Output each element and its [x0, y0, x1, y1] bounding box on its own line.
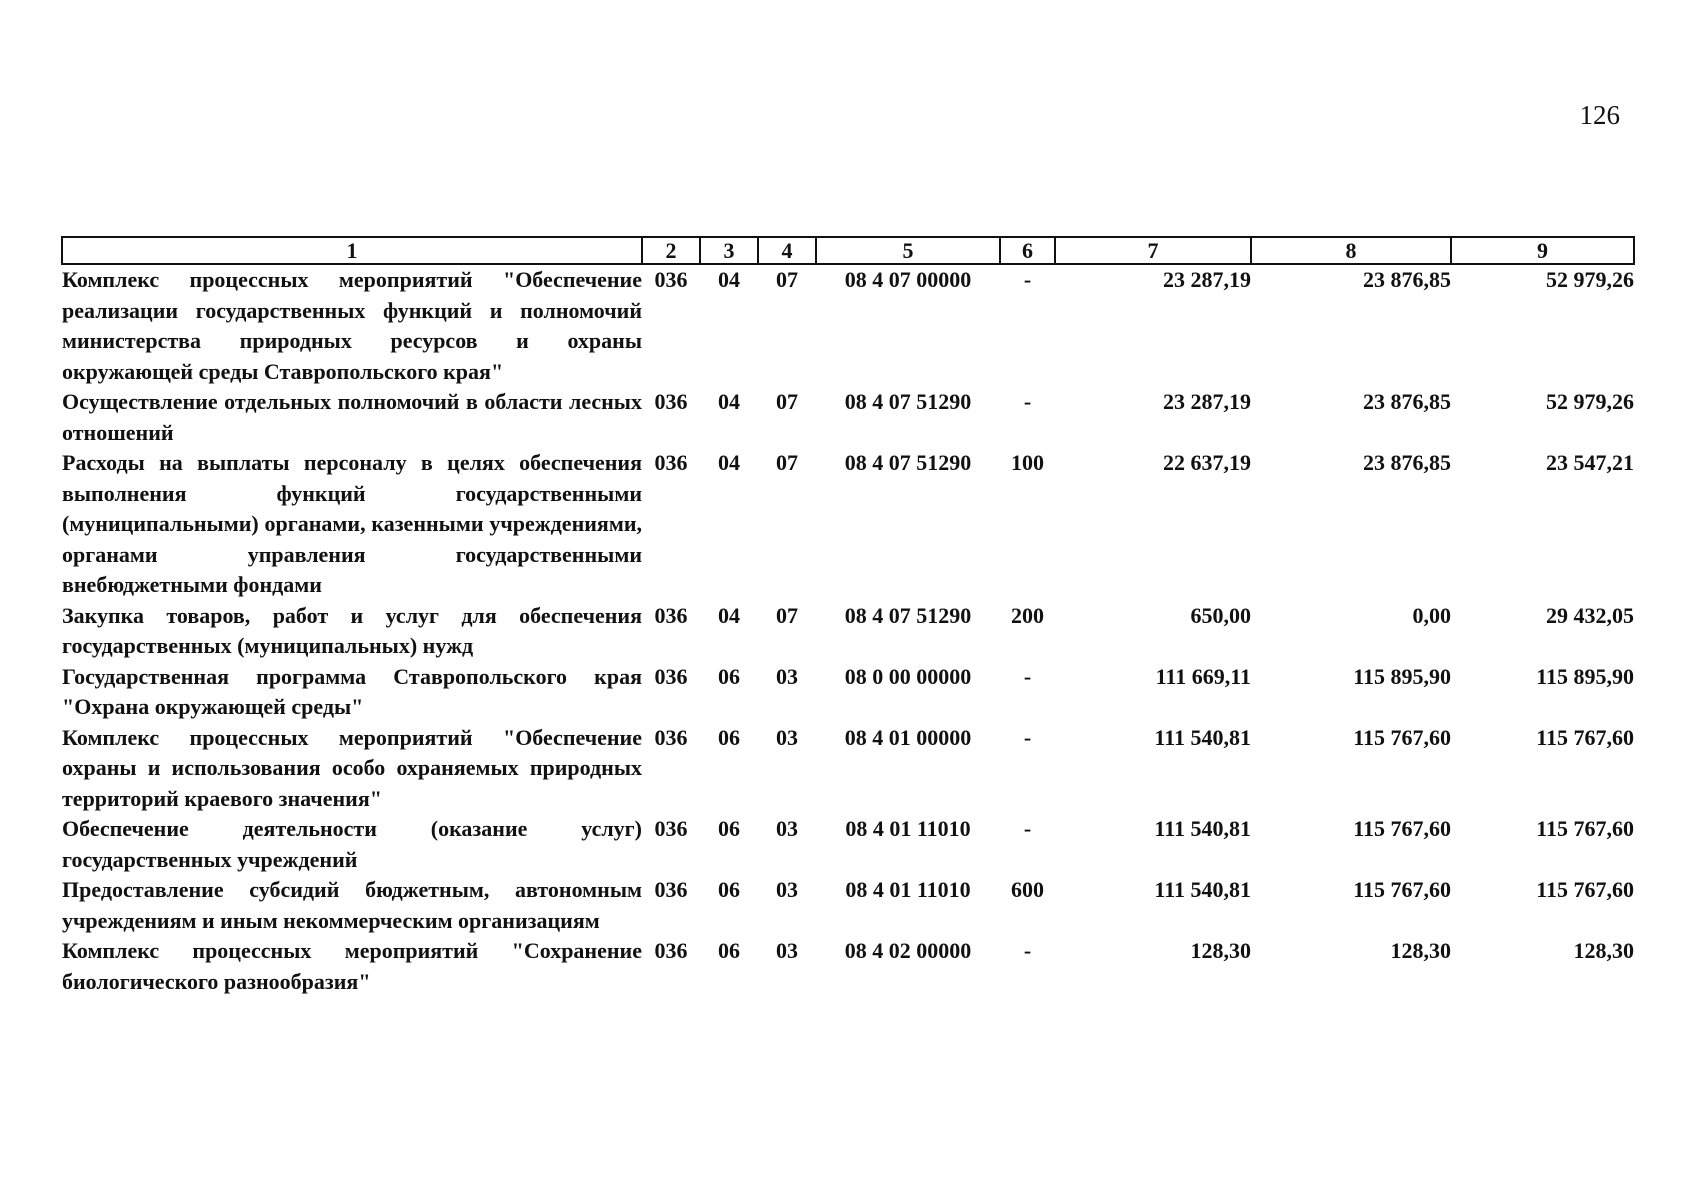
table-header — [62, 237, 1634, 264]
column-header-8: 8 — [1251, 237, 1451, 264]
cell-section: 04 — [718, 602, 740, 628]
cell-amount-7: 111 540,81 — [1154, 877, 1251, 902]
cell-amount-9: 115 895,90 — [1536, 663, 1634, 689]
cell-expense-type: - — [1023, 663, 1032, 689]
cell-subsection: 07 — [776, 450, 798, 475]
cell-amount-7: 22 637,19 — [1163, 450, 1251, 475]
cell-target-article: 08 4 01 00000 — [844, 724, 972, 750]
cell-amount-8: 23 876,85 — [1363, 389, 1451, 414]
cell-amount-9: 128,30 — [1573, 938, 1634, 963]
cell-admin-code: 036 — [654, 267, 688, 292]
cell-subsection: 07 — [776, 267, 798, 292]
cell-target-article: 08 4 01 11010 — [845, 877, 971, 902]
cell-admin-code: 036 — [654, 389, 688, 414]
cell-amount-8: 115 767,60 — [1353, 816, 1451, 841]
cell-expense-type: - — [1023, 267, 1032, 292]
cell-section: 04 — [718, 267, 740, 292]
table-row — [62, 264, 1634, 387]
cell-expense-type: - — [1023, 389, 1032, 414]
cell-admin-code: 036 — [654, 602, 688, 628]
cell-subsection: 03 — [776, 816, 798, 841]
cell-expense-type: 100 — [1011, 450, 1044, 475]
cell-section: 06 — [718, 663, 740, 689]
table-body — [62, 264, 1634, 997]
cell-expense-type: - — [1023, 816, 1032, 841]
budget-table — [61, 236, 1635, 997]
table-row — [62, 448, 1634, 601]
page-number: 126 — [1579, 100, 1620, 130]
cell-amount-9: 29 432,05 — [1546, 602, 1634, 628]
cell-amount-7: 23 287,19 — [1163, 267, 1251, 292]
row-name: Расходы на выплаты персоналу в целях обеспечения выполнения функций государственными (муниципальными) органами, казенными учреждениями, органами управления государственными внебюджетными фондами — [62, 450, 642, 597]
row-name: Обеспечение деятельности (оказание услуг) государственных учреждений — [62, 816, 642, 872]
cell-amount-7: 111 669,11 — [1155, 663, 1251, 689]
column-header-4: 4 — [758, 237, 816, 264]
header-row — [62, 237, 1634, 264]
cell-target-article: 08 0 00 00000 — [844, 663, 972, 689]
cell-amount-7: 650,00 — [1190, 602, 1251, 628]
row-name: Комплекс процессных мероприятий "Обеспечение реализации государственных функций и полномочий министерства природных ресурсов и охраны окружающей среды Ставропольского края" — [62, 267, 642, 384]
table-row — [62, 936, 1634, 997]
cell-admin-code: 036 — [654, 877, 688, 902]
table-row — [62, 662, 1634, 723]
cell-amount-9: 115 767,60 — [1536, 816, 1634, 841]
cell-admin-code: 036 — [654, 938, 688, 963]
cell-admin-code: 036 — [654, 450, 688, 475]
cell-section: 06 — [718, 816, 740, 841]
cell-subsection: 07 — [776, 389, 798, 414]
cell-amount-8: 128,30 — [1390, 938, 1451, 963]
cell-subsection: 07 — [776, 602, 798, 628]
cell-section: 06 — [718, 877, 740, 902]
cell-amount-9: 23 547,21 — [1546, 450, 1634, 475]
column-header-5: 5 — [816, 237, 1000, 264]
row-name: Комплекс процессных мероприятий "Сохранение биологического разнообразия" — [62, 938, 642, 994]
cell-amount-7: 23 287,19 — [1163, 389, 1251, 414]
cell-amount-9: 115 767,60 — [1536, 724, 1634, 750]
cell-target-article: 08 4 07 51290 — [844, 389, 972, 414]
cell-expense-type: - — [1023, 938, 1032, 963]
cell-section: 06 — [718, 938, 740, 963]
cell-amount-8: 115 895,90 — [1353, 663, 1451, 689]
row-name: Закупка товаров, работ и услуг для обеспечения государственных (муниципальных) нужд — [62, 602, 642, 658]
row-name: Осуществление отдельных полномочий в области лесных отношений — [62, 389, 642, 445]
table-row — [62, 387, 1634, 448]
cell-subsection: 03 — [776, 663, 798, 689]
cell-target-article: 08 4 07 51290 — [844, 602, 972, 628]
cell-target-article: 08 4 01 11010 — [845, 816, 971, 841]
cell-amount-7: 128,30 — [1190, 938, 1251, 963]
column-header-6: 6 — [1000, 237, 1055, 264]
cell-amount-8: 23 876,85 — [1363, 450, 1451, 475]
row-name: Государственная программа Ставропольского края "Охрана окружающей среды" — [62, 663, 642, 719]
cell-expense-type: - — [1023, 724, 1032, 750]
cell-amount-8: 0,00 — [1412, 602, 1451, 628]
cell-section: 04 — [718, 389, 740, 414]
cell-amount-9: 115 767,60 — [1536, 877, 1634, 902]
table-row — [62, 723, 1634, 815]
cell-amount-7: 111 540,81 — [1154, 816, 1251, 841]
cell-expense-type: 200 — [1011, 602, 1044, 628]
cell-amount-9: 52 979,26 — [1546, 267, 1634, 292]
cell-admin-code: 036 — [654, 816, 688, 841]
cell-admin-code: 036 — [654, 663, 688, 689]
row-name: Предоставление субсидий бюджетным, автономным учреждениям и иным некоммерческим организациям — [62, 877, 642, 933]
cell-section: 06 — [718, 724, 740, 750]
cell-admin-code: 036 — [654, 724, 688, 750]
column-header-2: 2 — [642, 237, 700, 264]
cell-amount-7: 111 540,81 — [1154, 724, 1251, 750]
cell-amount-9: 52 979,26 — [1546, 389, 1634, 414]
cell-expense-type: 600 — [1011, 877, 1044, 902]
table-row — [62, 601, 1634, 662]
table-row — [62, 814, 1634, 875]
cell-amount-8: 115 767,60 — [1353, 877, 1451, 902]
column-header-3: 3 — [700, 237, 758, 264]
cell-amount-8: 23 876,85 — [1363, 267, 1451, 292]
cell-amount-8: 115 767,60 — [1353, 724, 1451, 750]
cell-section: 04 — [718, 450, 740, 475]
table-row — [62, 875, 1634, 936]
row-name: Комплекс процессных мероприятий "Обеспечение охраны и использования особо охраняемых природных территорий краевого значения" — [62, 724, 642, 811]
cell-target-article: 08 4 07 51290 — [844, 450, 972, 475]
cell-subsection: 03 — [776, 877, 798, 902]
cell-subsection: 03 — [776, 938, 798, 963]
column-header-9: 9 — [1451, 237, 1634, 264]
cell-target-article: 08 4 07 00000 — [844, 267, 972, 292]
cell-target-article: 08 4 02 00000 — [844, 938, 972, 963]
column-header-7: 7 — [1055, 237, 1251, 264]
column-header-1: 1 — [62, 237, 642, 264]
cell-subsection: 03 — [776, 724, 798, 750]
